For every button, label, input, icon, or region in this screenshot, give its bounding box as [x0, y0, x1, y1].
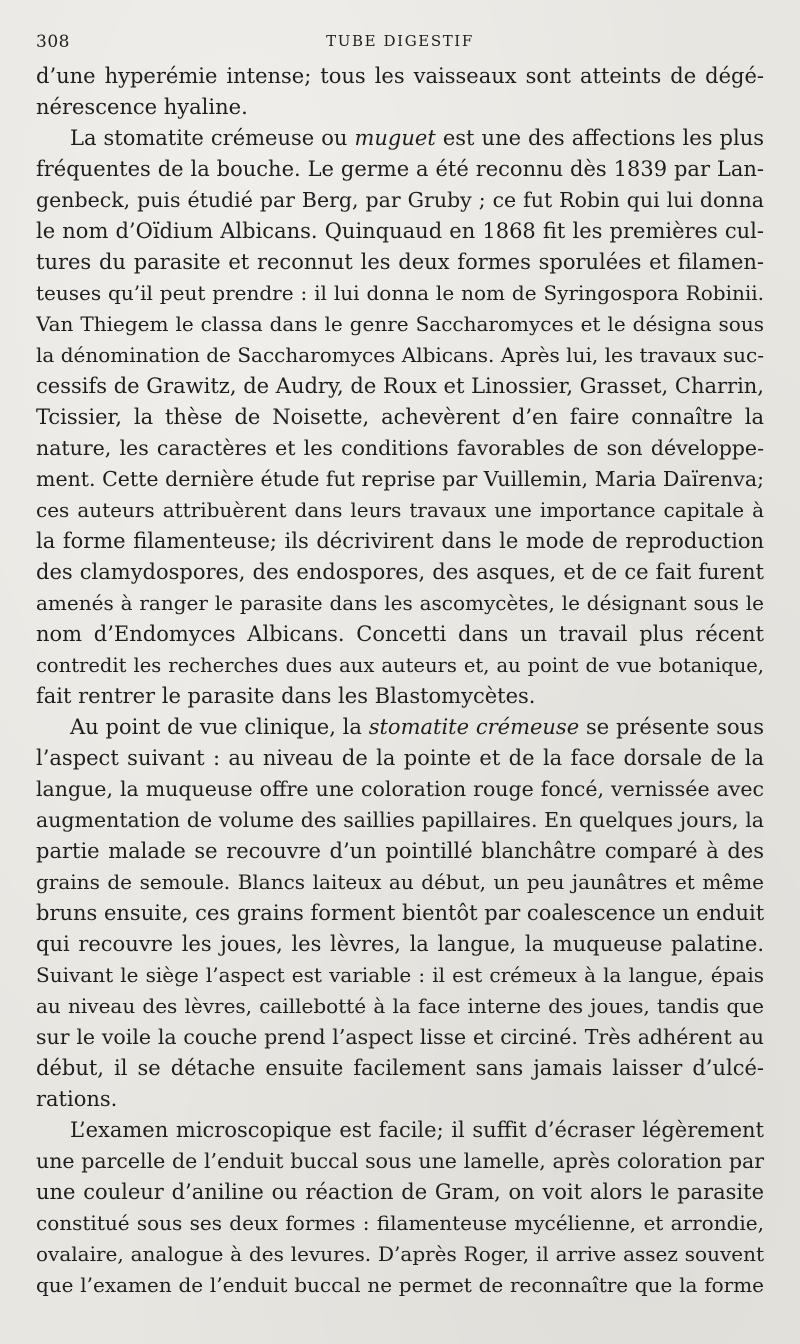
text-line: début, il se détache ensuite facilement sans jamais laisser d’ulcé- [36, 1056, 764, 1080]
running-head [36, 32, 764, 54]
text-line: Tcissier, la thèse de Noisette, achevèrent d’en faire connaître la [36, 405, 764, 429]
text-line: ment. Cette dernière étude fut reprise par Vuillemin, Maria Daïrenva; [36, 467, 764, 491]
text-line: que l’examen de l’enduit buccal ne permet de reconnaître que la forme [36, 1273, 764, 1297]
text-line: nature, les caractères et les conditions favorables de son développe- [36, 436, 764, 460]
text-line: langue, la muqueuse offre une coloration rouge foncé, vernissée avec [36, 777, 764, 801]
text-line: d’une hyperémie intense; tous les vaisseaux sont atteints de dégé- [36, 64, 764, 88]
text-line: une couleur d’aniline ou réaction de Gram, on voit alors le parasite [36, 1180, 764, 1204]
text-line: Suivant le siège l’aspect est variable : il est crémeux à la langue, épais [36, 963, 764, 987]
text-line: genbeck, puis étudié par Berg, par Gruby ; ce fut Robin qui lui donna [36, 188, 764, 212]
text-line: partie malade se recouvre d’un pointillé blanchâtre comparé à des [36, 839, 764, 863]
text-line: une parcelle de l’enduit buccal sous une lamelle, après coloration par [36, 1149, 764, 1173]
emphasized-term: stomatite crémeuse [368, 715, 580, 739]
text-line: augmentation de volume des saillies papillaires. En quelques jours, la [36, 808, 764, 832]
text-line: La stomatite crémeuse ou muguet est une des affections les plus [70, 126, 764, 150]
text-line: ovalaire, analogue à des levures. D’après Roger, il arrive assez souvent [36, 1242, 764, 1266]
text-line: bruns ensuite, ces grains forment bientôt par coalescence un enduit [36, 901, 764, 925]
text-line: le nom d’Oïdium Albicans. Quinquaud en 1868 fit les premières cul- [36, 219, 764, 243]
text-line: fréquentes de la bouche. Le germe a été reconnu dès 1839 par Lan- [36, 157, 764, 181]
text-line: constitué sous ses deux formes : filamenteuse mycélienne, et arrondie, [36, 1211, 764, 1235]
text-line: la forme filamenteuse; ils décrivirent dans le mode de reproduction [36, 529, 764, 553]
body-text [36, 61, 764, 1301]
text-line: teuses qu’il peut prendre : il lui donna le nom de Syringospora Robinii. [36, 281, 764, 305]
text-line: sur le voile la couche prend l’aspect lisse et circiné. Très adhérent au [36, 1025, 764, 1049]
text-line: qui recouvre les joues, les lèvres, la langue, la muqueuse palatine. [36, 932, 764, 956]
text-line: cessifs de Grawitz, de Audry, de Roux et Linossier, Grasset, Charrin, [36, 374, 764, 398]
text-line: contredit les recherches dues aux auteurs et, au point de vue botanique, [36, 654, 764, 677]
text-line: ces auteurs attribuèrent dans leurs travaux une importance capitale à [36, 498, 764, 522]
text-line: amenés à ranger le parasite dans les ascomycètes, le désignant sous le [36, 591, 764, 615]
text-line: Au point de vue clinique, la stomatite crémeuse se présente sous [70, 715, 764, 739]
emphasized-term: muguet [354, 126, 436, 150]
text-line: rations. [36, 1087, 118, 1111]
text-line: grains de semoule. Blancs laiteux au début, un peu jaunâtres et même [36, 870, 764, 894]
text-line: au niveau des lèvres, caillebotté à la face interne des joues, tandis que [36, 994, 764, 1018]
text-line: Van Thiegem le classa dans le genre Saccharomyces et le désigna sous [36, 312, 764, 336]
text-line: l’aspect suivant : au niveau de la pointe et de la face dorsale de la [36, 746, 764, 770]
text-line: L’examen microscopique est facile; il suffit d’écraser légèrement [70, 1118, 764, 1142]
page-number: 308 [36, 32, 70, 52]
text-line: la dénomination de Saccharomyces Albicans. Après lui, les travaux suc- [36, 343, 764, 367]
text-line: fait rentrer le parasite dans les Blastomycètes. [36, 684, 536, 708]
running-title: TUBE DIGESTIF [326, 32, 474, 50]
text-line: nérescence hyaline. [36, 95, 248, 119]
text-line: nom d’Endomyces Albicans. Concetti dans un travail plus récent [36, 622, 764, 646]
text-line: tures du parasite et reconnut les deux formes sporulées et filamen- [36, 250, 764, 274]
text-line: des clamydospores, des endospores, des asques, et de ce fait furent [36, 560, 764, 584]
